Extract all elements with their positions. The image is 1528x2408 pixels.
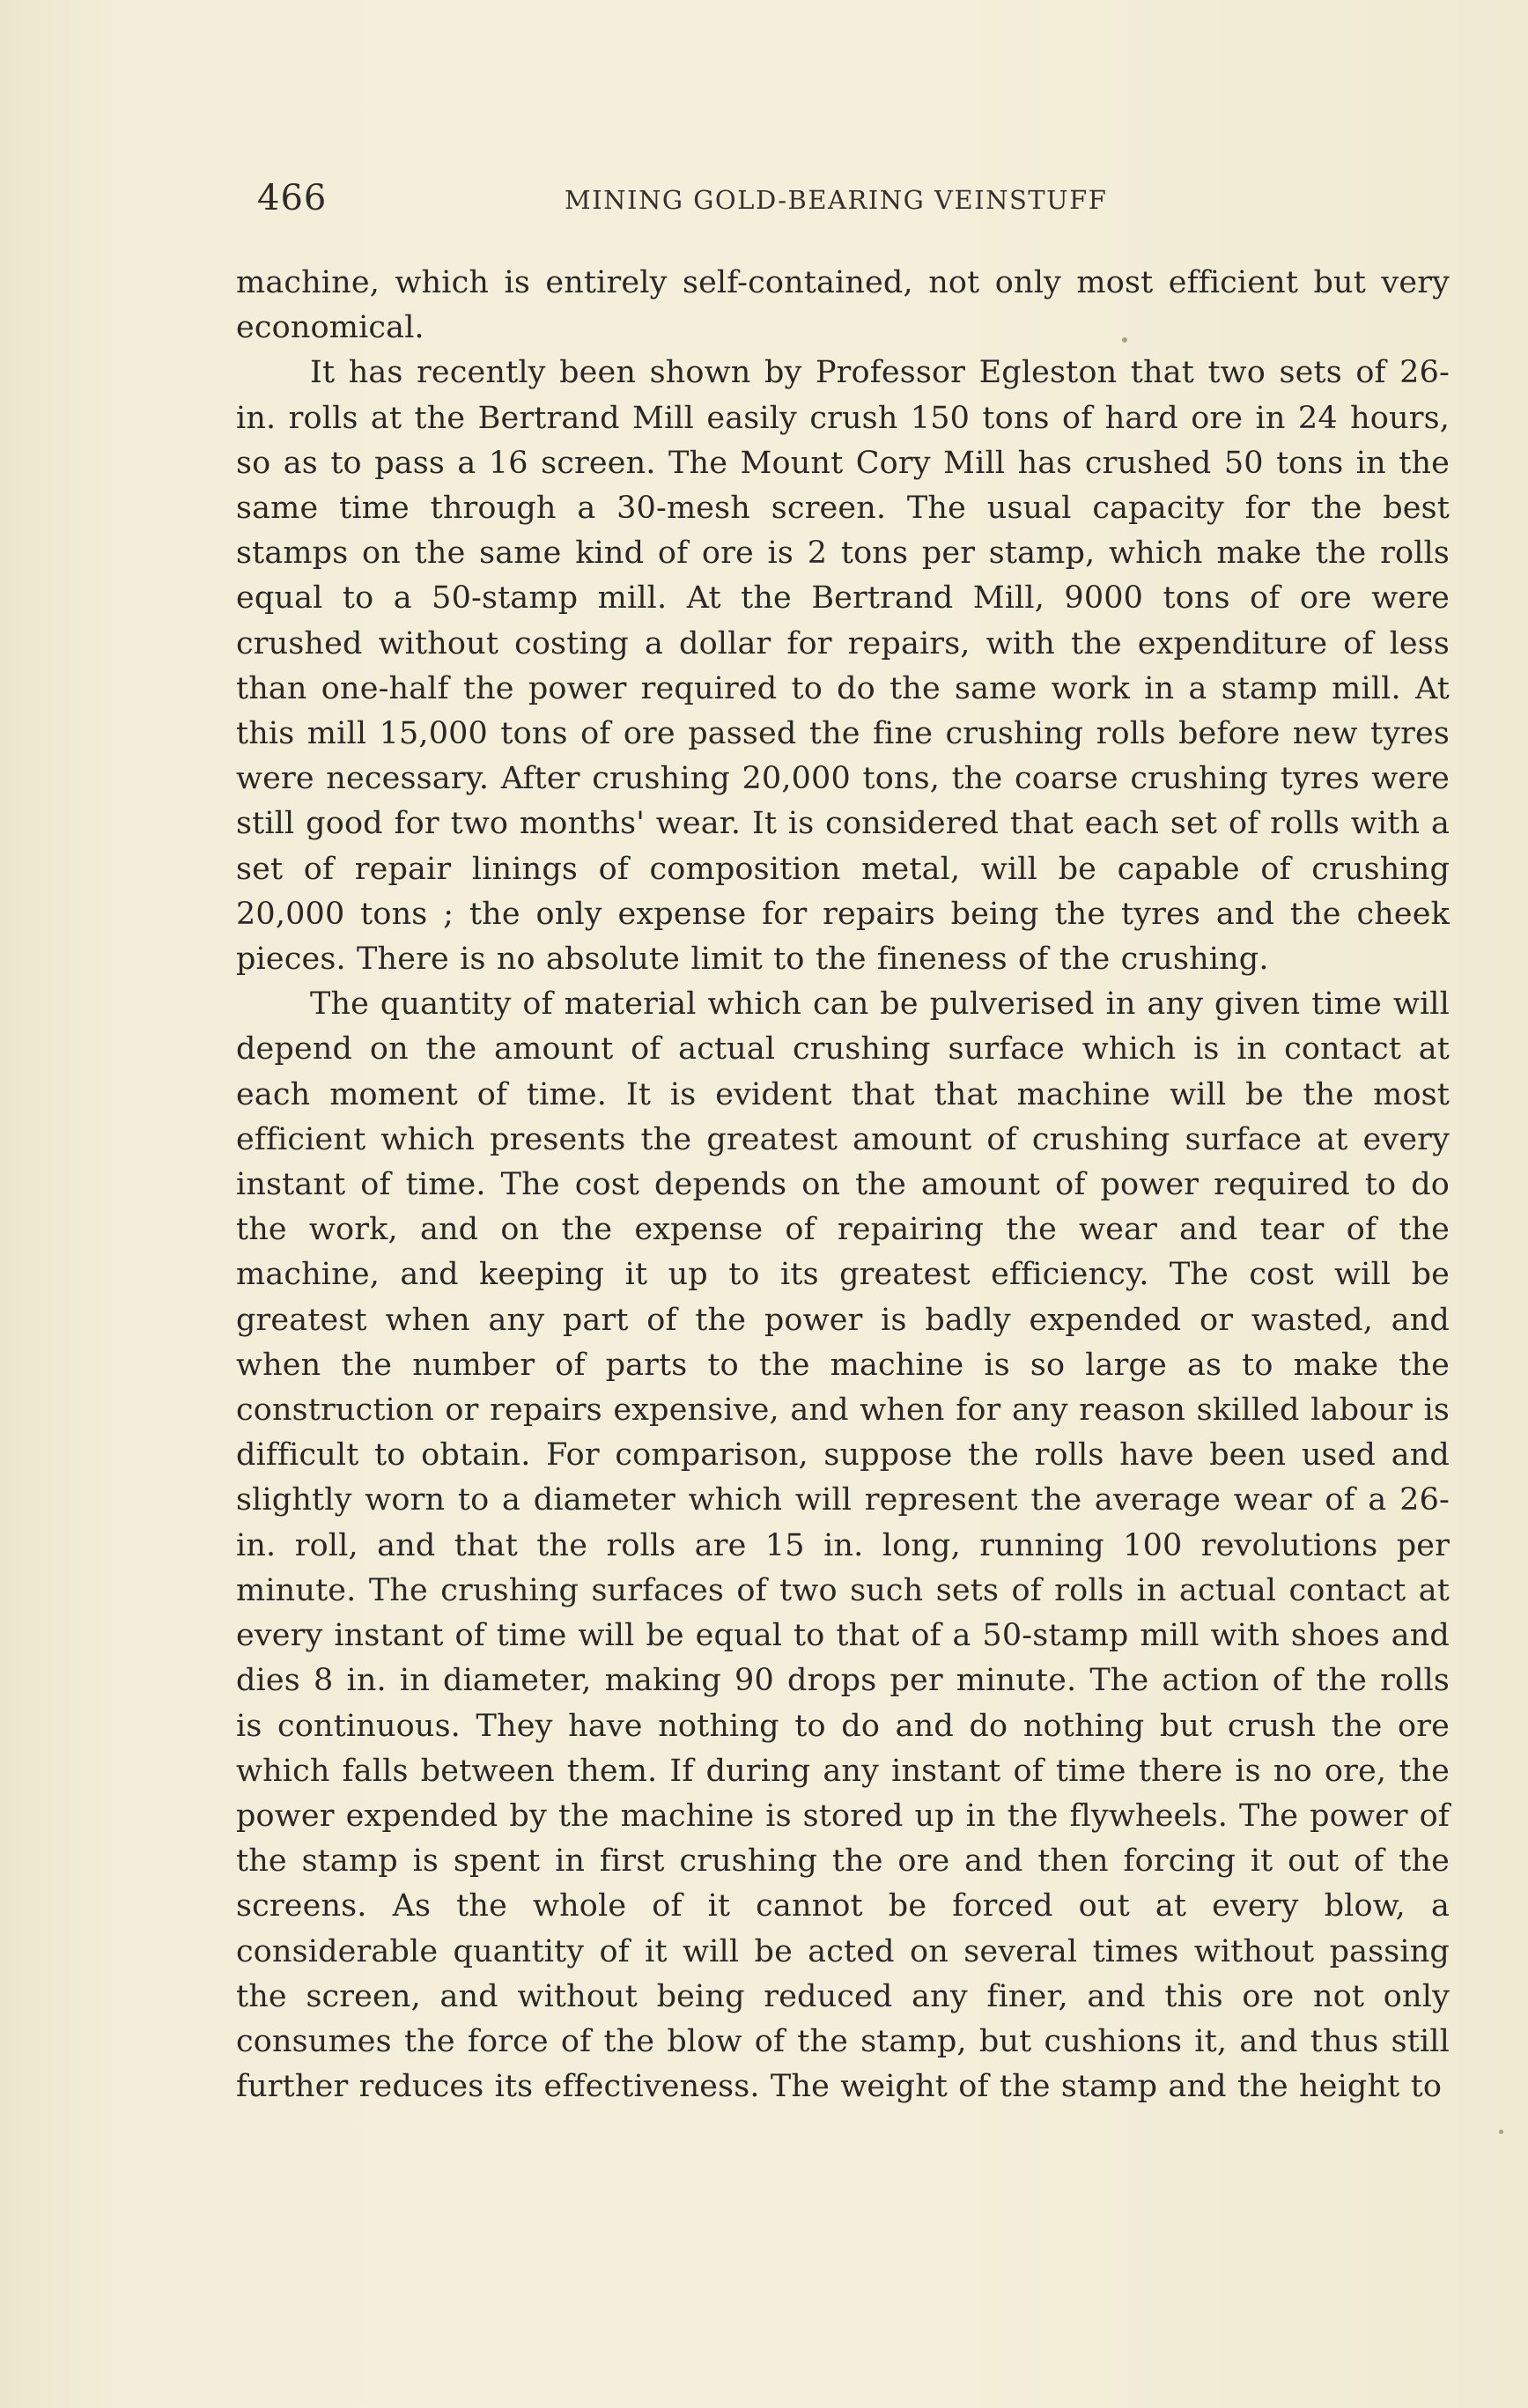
body-text xyxy=(236,261,1450,2109)
paragraph-crushing-surface: The quantity of material which can be pulverised in any given time will depend on the amount of actual crushing surface which is in contact at each moment of time. It is evident that that machine will be the most efficient which presents the greatest amount of crushing surface at every instant of time. The cost depends on the amount of power required to do the work, and on the expense of repairing the wear and tear of the machine, and keeping it up to its greatest efficiency. The cost will be greatest when any part of the power is badly expended or wasted, and when the number of parts to the machine is so large as to make the construction or repairs expensive, and when for any reason skilled labour is difficult to obtain. For comparison, suppose the rolls have been used and slightly worn to a diameter which will represent the average wear of a 26-in. roll, and that the rolls are 15 in. long, running 100 revolutions per minute. The crushing surfaces of two such sets of rolls in actual contact at every instant of time will be equal to that of a 50-stamp mill with shoes and dies 8 in. in diameter, making 90 drops per minute. The action of the rolls is continuous. They have nothing to do and do nothing but crush the ore which falls between them. If during any instant of time there is no ore, the power expended by the machine is stored up in the flywheels. The power of the stamp is spent in first crushing the ore and then forcing it out of the screens. As the whole of it cannot be forced out at every blow, a considerable quantity of it will be acted on several times without passing the screen, and without being reduced any finer, and this ore not only consumes the force of the blow of the stamp, but cushions it, and thus still further reduces its effectiveness. The weight of the stamp and the height to xyxy=(236,986,1450,2105)
paragraph-bertrand-mill: It has recently been shown by Professor Egleston that two sets of 26-in. rolls at the Bertrand Mill easily crush 150 tons of hard ore in 24 hours, so as to pass a 16 screen. The Mount Cory Mill has crushed 50 tons in the same time through a 30-mesh screen. The usual capacity for the best stamps on the same kind of ore is 2 tons per stamp, which make the rolls equal to a 50-stamp mill. At the Bertrand Mill, 9000 tons of ore were crushed without costing a dollar for repairs, with the expenditure of less than one-half the power required to do the same work in a stamp mill. At this mill 15,000 tons of ore passed the fine crushing rolls before new tyres were necessary. After crushing 20,000 tons, the coarse crushing tyres were still good for two months' wear. It is considered that each set of rolls with a set of repair linings of composition metal, will be capable of crushing 20,000 tons ; the only expense for repairs being the tyres and the cheek pieces. There is no absolute limit to the fineness of the crushing. xyxy=(236,355,1450,978)
paper-speck xyxy=(1499,2130,1503,2134)
running-head xyxy=(257,178,1163,222)
paragraph-continued: machine, which is entirely self-contained, not only most efficient but very economical. xyxy=(236,265,1450,346)
page-number: 466 xyxy=(257,178,328,218)
running-title: MINING GOLD-BEARING VEINSTUFF xyxy=(565,185,1108,215)
paper-speck xyxy=(1122,337,1127,343)
